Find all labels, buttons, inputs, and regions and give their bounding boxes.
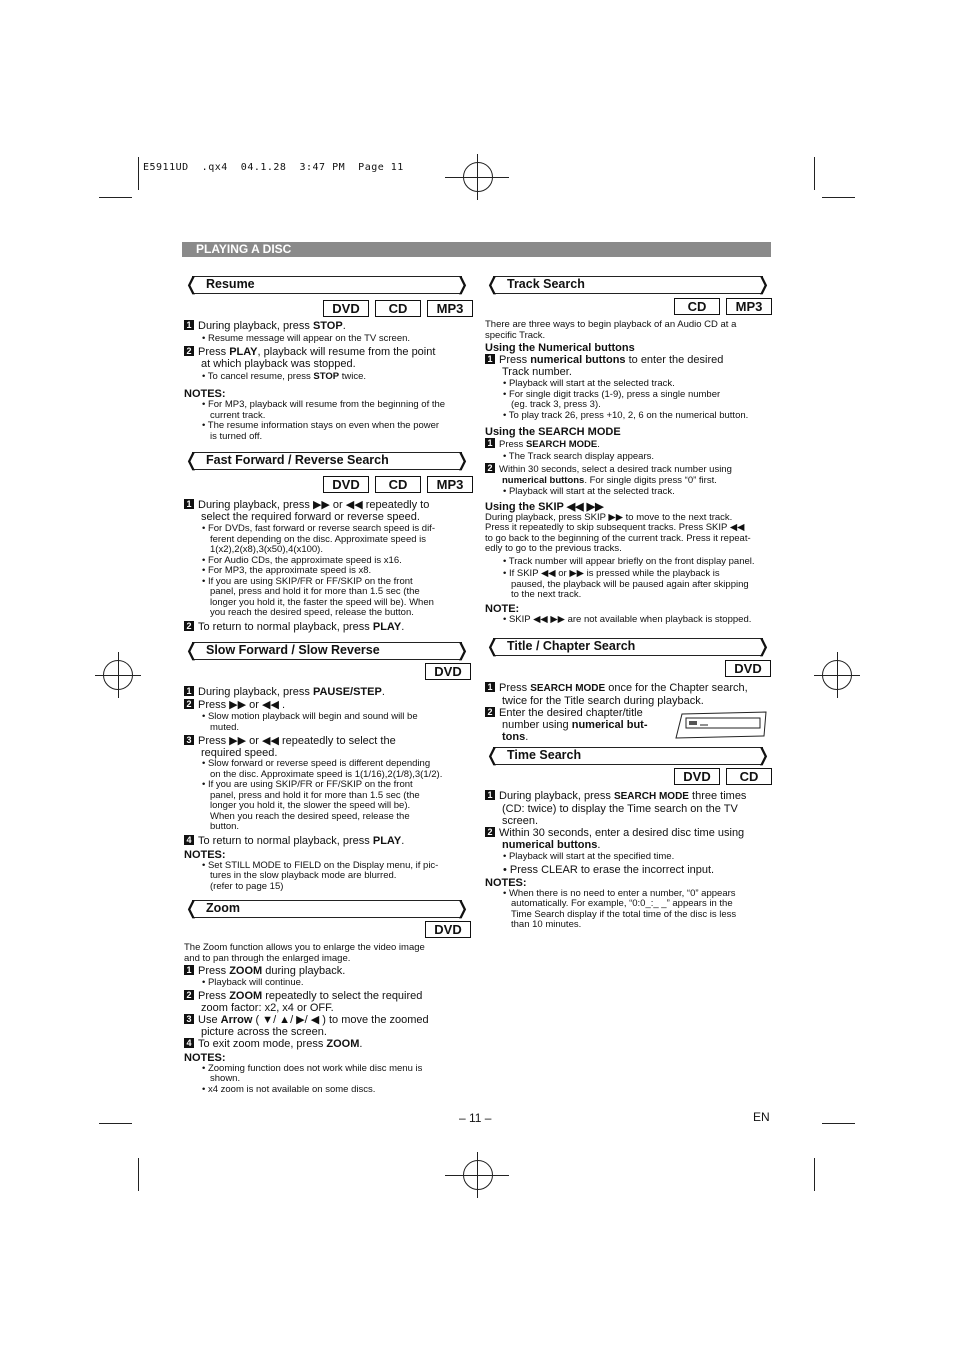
heading-resume: Resume [206,277,255,291]
notes-label: NOTES: [184,848,226,861]
heading-time-search: Time Search [507,748,582,762]
badge-dvd: DVD [323,476,369,493]
section-heading-resume: ❬ ❭ Resume [184,274,470,294]
resume-badges [323,300,473,317]
badge-cd: CD [375,300,421,317]
badge-cd: CD [726,768,772,785]
page-number: – 11 – [459,1111,492,1125]
heading-track-search: Track Search [507,277,585,291]
badge-dvd: DVD [425,921,471,938]
section-heading-title-chapter: ❬ ❭ Title / Chapter Search [485,636,771,656]
heading-zoom: Zoom [206,901,241,915]
crop-mark [138,1158,139,1191]
zoom-badges [425,921,471,938]
section-heading-zoom: ❬ ❭ Zoom [184,898,470,918]
badge-dvd: DVD [323,300,369,317]
subheading-numerical: Using the Numerical buttons [485,342,635,354]
badge-cd: CD [375,476,421,493]
crop-mark [814,157,815,190]
resume-body: 1 During playback, press STOP. • Resume message will appear on the TV screen. 2 Press PLAY, playback will resume from the point at which playback was stopped. • To cancel resume, press STOP twice. NOTES: • For MP3, playback will resume from the beginning of the current track. • The resume information stays on even when the power is turned off. [184,320,474,442]
time-body: 1 During playback, press SEARCH MODE three times (CD: twice) to display the Time search on the TV screen. 2 Within 30 seconds, enter a desired disc time using numerical buttons. • Playback will start at the specified time. • Press CLEAR to erase the incorrect input. NOTES: • When there is no need to enter a number, “0” appears automatically. For example, “0:0_:_ _” appears in the Time Search display if the total time of the disc is less than 10 minutes. [485,790,775,931]
heading-title-chapter: Title / Chapter Search [507,639,636,653]
section-heading-track-search: ❬ ❭ Track Search [485,274,771,294]
section-heading-slow: ❬ ❭ Slow Forward / Slow Reverse [184,640,470,660]
heading-fast-forward: Fast Forward / Reverse Search [206,453,389,467]
time-badges [674,768,772,785]
ff-badges [323,476,473,493]
crop-mark [822,1123,855,1124]
badge-mp3: MP3 [726,298,772,315]
notes-label: NOTES: [184,388,226,400]
section-heading-time-search: ❬ ❭ Time Search [485,745,771,765]
badge-cd: CD [674,298,720,315]
track-badges [674,298,772,315]
track-body: There are three ways to begin playback of an Audio CD at a specific Track. Using the Numerical buttons 1 Press numerical buttons to enter the desired Track number. • Playback will start at the selected track. • For single digit tracks (1-9), press a single number (eg. track 3, press 3). • To play track 26, press +10, 2, 6 on the numerical button. Using the SEARCH MODE 1 Press SEARCH MODE. • The Track search display appears. 2 Within 30 seconds, select a desired track number using numerical buttons. For single digits press “0” first. • Playback will start at the selected track. Using the SKIP ◀◀ ▶▶ During playback, press SKIP ▶▶ to move to the next track. Press it repeatedly to skip subsequent tracks. Press SKIP ◀◀ to go back to the beginning of the current track. Press it repeat- edly to go to the previous tracks. • Track number will appear briefly on the front display panel. • If SKIP ◀◀ or ▶▶ is pressed while the playback is paused, the playback will be paused again after skipping to the next track. NOTE: • SKIP ◀◀ ▶▶ are not available when playback is stopped. [485,320,775,625]
crop-mark [814,1158,815,1191]
badge-mp3: MP3 [427,476,473,493]
subheading-skip: Using the SKIP ◀◀ ▶▶ [485,500,604,513]
section-heading-fast-forward: ❬ ❭ Fast Forward / Reverse Search [184,450,470,470]
language-tag: EN [753,1110,770,1124]
print-header: E5911UD .qx4 04.1.28 3:47 PM Page 11 [143,162,404,173]
crop-mark [138,157,139,190]
notes-label: NOTES: [485,876,527,889]
title-chapter-body: 1 Press SEARCH MODE once for the Chapter search, twice for the Title search during playback. 2 Enter the desired chapter/title number using numerical but- tons. [485,682,775,743]
chapter-search-display-icon [672,708,768,742]
badge-dvd: DVD [674,768,720,785]
zoom-body: The Zoom function allows you to enlarge the video image and to pan through the enlarged image. 1 Press ZOOM during playback. • Playback will continue. 2 Press ZOOM repeatedly to select the required zoom factor: x2, x4 or OFF. 3 Use Arrow ( ▼/ ▲/ ▶/ ◀ ) to move the zoomed picture across the screen. 4 To exit zoom mode, press ZOOM. NOTES: • Zooming function does not work while disc menu is shown. • x4 zoom is not available on some discs. [184,943,474,1095]
slow-body: 1 During playback, press PAUSE/STEP. 2 Press ▶▶ or ◀◀ . • Slow motion playback will begin and sound will be muted. 3 Press ▶▶ or ◀◀ repeatedly to select the required speed. • Slow forward or reverse speed is different depending on the disc. Approximate speed is 1(1/16),2(1/8),3(1/2). • If you are using SKIP/FR or FF/SKIP on the front panel, press and hold it for more than 1.5 sec (the longer you hold it, the slower the speed will be). When you reach the desired speed, release the button. 4 To return to normal playback, press PLAY. NOTES: • Set STILL MODE to FIELD on the Display menu, if pic- tures in the slow playback mode are blurred. (refer to page 15) [184,686,474,892]
ff-body: 1 During playback, press ▶▶ or ◀◀ repeatedly to select the required forward or reverse speed. • For DVDs, fast forward or reverse search speed is dif- ferent depending on the disc. Approximate speed is 1(x2),2(x8),3(x50),4(x100). • For Audio CDs, the approximate speed is x16. • For MP3, the approximate speed is x8. • If you are using SKIP/FR or FF/SKIP on the front panel, press and hold it for more than 1.5 sec (the longer you hold it, the faster the speed will be). When you reach the desired speed, release the button. 2 To return to normal playback, press PLAY. [184,499,474,633]
crop-mark [822,197,855,198]
crop-mark [99,197,132,198]
slow-badges [425,663,471,680]
badge-dvd: DVD [425,663,471,680]
note-label: NOTE: [485,602,520,615]
title-badges [725,660,771,677]
section-bar [182,242,771,257]
badge-dvd: DVD [725,660,771,677]
section-title: PLAYING A DISC [196,242,292,256]
notes-label: NOTES: [184,1051,226,1064]
crop-mark [99,1123,132,1124]
badge-mp3: MP3 [427,300,473,317]
subheading-search-mode: Using the SEARCH MODE [485,426,621,438]
heading-slow: Slow Forward / Slow Reverse [206,643,380,657]
